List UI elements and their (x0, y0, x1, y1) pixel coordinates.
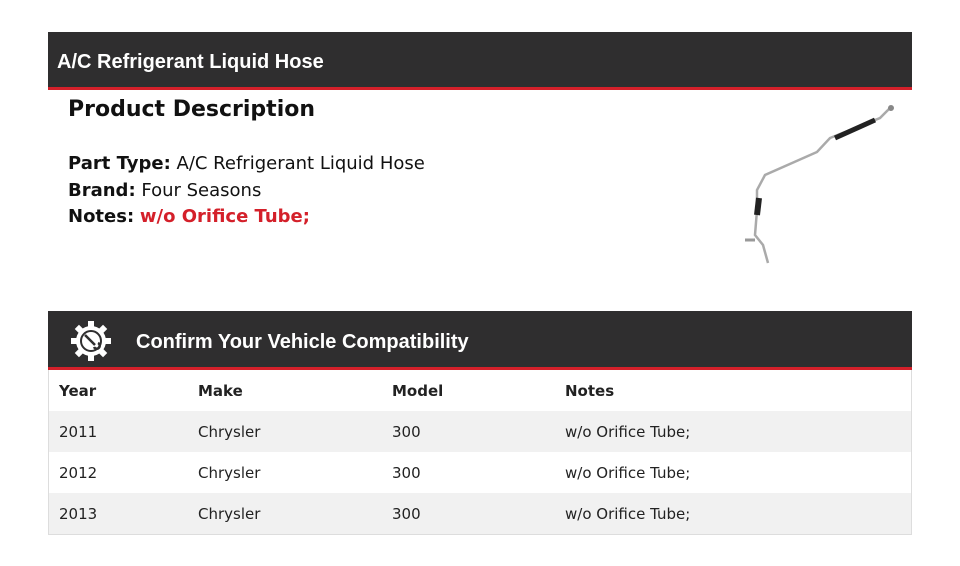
cell-make: Chrysler (198, 504, 261, 523)
table-row (49, 452, 912, 493)
brand-label: Brand: (68, 179, 136, 201)
table-row (49, 493, 912, 535)
cell-year: 2013 (59, 504, 98, 523)
cell-model: 300 (392, 504, 421, 523)
compatibility-table (48, 370, 912, 535)
part-type-row (68, 151, 425, 178)
part-type-value: A/C Refrigerant Liquid Hose (176, 153, 425, 174)
cell-year: 2012 (59, 463, 98, 482)
cell-model: 300 (392, 422, 421, 441)
cell-notes: w/o Orifice Tube; (565, 463, 691, 482)
notes-value: w/o Orifice Tube; (139, 206, 310, 227)
table-row (49, 411, 912, 452)
product-description-heading: Product Description (68, 97, 316, 122)
product-image (735, 100, 905, 270)
compatibility-title: Confirm Your Vehicle Compatibility (136, 331, 469, 353)
column-make: Make (198, 381, 243, 400)
product-title-bar (48, 32, 912, 90)
cell-notes: w/o Orifice Tube; (565, 504, 691, 523)
column-model: Model (392, 381, 444, 400)
cell-make: Chrysler (198, 422, 261, 441)
product-title: A/C Refrigerant Liquid Hose (57, 51, 324, 73)
cell-model: 300 (392, 463, 421, 482)
cell-year: 2011 (59, 422, 98, 441)
cell-notes: w/o Orifice Tube; (565, 422, 691, 441)
compatibility-bar (48, 311, 912, 370)
table-header-row (49, 370, 912, 411)
brand-value: Four Seasons (141, 179, 262, 201)
notes-label: Notes: (68, 206, 135, 227)
product-details (68, 151, 425, 231)
gear-icon (70, 320, 112, 362)
brand-row (68, 178, 425, 205)
cell-make: Chrysler (198, 463, 261, 482)
column-year: Year (59, 381, 97, 400)
notes-row (68, 204, 425, 231)
part-type-label: Part Type: (68, 153, 171, 174)
column-notes: Notes (565, 381, 615, 400)
